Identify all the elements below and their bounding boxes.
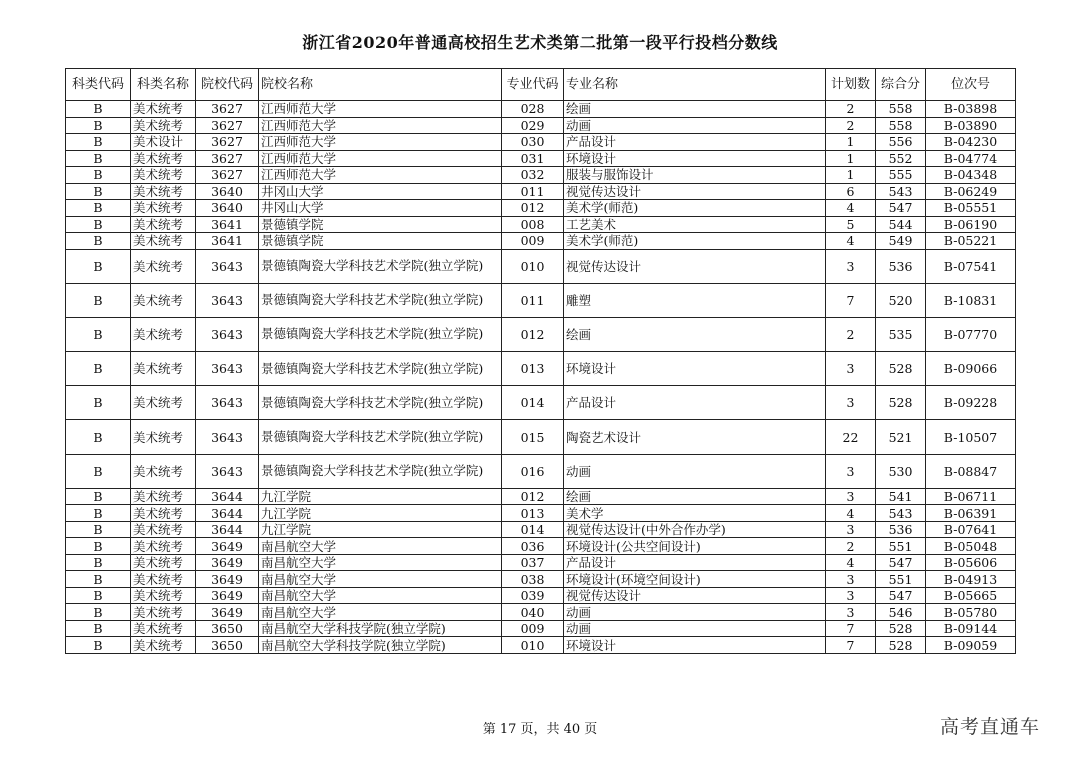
category-name-cell: 美术统考: [131, 637, 196, 654]
major-name-cell: 服装与服饰设计: [564, 167, 826, 184]
rank-cell: B-05048: [926, 538, 1016, 555]
table-row: [66, 352, 1016, 386]
school-code-cell: 3643: [196, 454, 259, 488]
school-name-cell: 江西师范大学: [259, 150, 502, 167]
score-cell: 536: [876, 249, 926, 283]
school-code-cell: 3644: [196, 505, 259, 522]
table-row: [66, 604, 1016, 621]
category-name-cell: 美术统考: [131, 200, 196, 217]
school-code-cell: 3641: [196, 233, 259, 250]
plan-count-cell: 3: [826, 488, 876, 505]
table-row: [66, 454, 1016, 488]
category-name-cell: 美术统考: [131, 101, 196, 118]
major-code-cell: 014: [502, 386, 564, 420]
major-code-cell: 012: [502, 200, 564, 217]
major-code-cell: 036: [502, 538, 564, 555]
score-cell: 558: [876, 101, 926, 118]
plan-count-cell: 2: [826, 317, 876, 351]
category-code-cell: B: [66, 150, 131, 167]
category-code-cell: B: [66, 604, 131, 621]
category-code-cell: B: [66, 587, 131, 604]
rank-cell: B-09228: [926, 386, 1016, 420]
major-name-cell: 动画: [564, 454, 826, 488]
school-name-cell: 南昌航空大学科技学院(独立学院): [259, 620, 502, 637]
plan-count-cell: 4: [826, 505, 876, 522]
table-row: [66, 571, 1016, 588]
score-cell: 549: [876, 233, 926, 250]
school-name-cell: 南昌航空大学: [259, 538, 502, 555]
rank-cell: B-05780: [926, 604, 1016, 621]
table-row: [66, 420, 1016, 454]
major-name-cell: 美术学(师范): [564, 233, 826, 250]
table-row: [66, 200, 1016, 217]
major-name-cell: 产品设计: [564, 386, 826, 420]
header-school-code: 院校代码: [196, 69, 259, 101]
score-cell: 521: [876, 420, 926, 454]
score-cell: 528: [876, 352, 926, 386]
school-name-cell: 江西师范大学: [259, 117, 502, 134]
category-name-cell: 美术统考: [131, 249, 196, 283]
plan-count-cell: 5: [826, 216, 876, 233]
plan-count-cell: 7: [826, 637, 876, 654]
rank-cell: B-06711: [926, 488, 1016, 505]
plan-count-cell: 7: [826, 283, 876, 317]
major-code-cell: 015: [502, 420, 564, 454]
major-name-cell: 环境设计(环境空间设计): [564, 571, 826, 588]
score-cell: 552: [876, 150, 926, 167]
school-name-cell: 九江学院: [259, 521, 502, 538]
category-code-cell: B: [66, 521, 131, 538]
school-code-cell: 3644: [196, 488, 259, 505]
school-code-cell: 3627: [196, 134, 259, 151]
plan-count-cell: 3: [826, 249, 876, 283]
table-row: [66, 637, 1016, 654]
major-code-cell: 031: [502, 150, 564, 167]
plan-count-cell: 3: [826, 571, 876, 588]
category-name-cell: 美术统考: [131, 386, 196, 420]
rank-cell: B-06190: [926, 216, 1016, 233]
plan-count-cell: 3: [826, 352, 876, 386]
school-name-cell: 九江学院: [259, 488, 502, 505]
plan-count-cell: 22: [826, 420, 876, 454]
school-code-cell: 3641: [196, 216, 259, 233]
category-code-cell: B: [66, 101, 131, 118]
school-name-cell: 景德镇陶瓷大学科技艺术学院(独立学院): [259, 420, 502, 454]
category-name-cell: 美术统考: [131, 317, 196, 351]
header-school-name: 院校名称: [259, 69, 502, 101]
school-name-cell: 景德镇陶瓷大学科技艺术学院(独立学院): [259, 454, 502, 488]
score-cell: 536: [876, 521, 926, 538]
rank-cell: B-07770: [926, 317, 1016, 351]
school-name-cell: 南昌航空大学: [259, 554, 502, 571]
major-code-cell: 012: [502, 317, 564, 351]
category-code-cell: B: [66, 352, 131, 386]
page-footer: 第 17 页，共 40 页: [482, 722, 598, 737]
major-name-cell: 动画: [564, 604, 826, 621]
major-name-cell: 环境设计: [564, 150, 826, 167]
rank-cell: B-06249: [926, 183, 1016, 200]
major-code-cell: 009: [502, 233, 564, 250]
table-row: [66, 386, 1016, 420]
rank-cell: B-10507: [926, 420, 1016, 454]
school-name-cell: 南昌航空大学: [259, 604, 502, 621]
school-code-cell: 3627: [196, 150, 259, 167]
score-cell: 543: [876, 505, 926, 522]
major-name-cell: 工艺美术: [564, 216, 826, 233]
header-category-code: 科类代码: [66, 69, 131, 101]
school-name-cell: 景德镇陶瓷大学科技艺术学院(独立学院): [259, 283, 502, 317]
school-name-cell: 南昌航空大学: [259, 571, 502, 588]
score-cell: 543: [876, 183, 926, 200]
school-code-cell: 3649: [196, 604, 259, 621]
table-row: [66, 283, 1016, 317]
school-name-cell: 景德镇陶瓷大学科技艺术学院(独立学院): [259, 317, 502, 351]
header-score: 综合分: [876, 69, 926, 101]
school-code-cell: 3649: [196, 587, 259, 604]
plan-count-cell: 2: [826, 101, 876, 118]
rank-cell: B-09144: [926, 620, 1016, 637]
school-code-cell: 3643: [196, 317, 259, 351]
rank-cell: B-08847: [926, 454, 1016, 488]
score-cell: 528: [876, 620, 926, 637]
major-name-cell: 视觉传达设计: [564, 587, 826, 604]
rank-cell: B-09066: [926, 352, 1016, 386]
plan-count-cell: 3: [826, 604, 876, 621]
table-row: [66, 183, 1016, 200]
major-name-cell: 美术学(师范): [564, 200, 826, 217]
table-row: [66, 317, 1016, 351]
category-name-cell: 美术统考: [131, 620, 196, 637]
school-name-cell: 景德镇学院: [259, 233, 502, 250]
category-code-cell: B: [66, 200, 131, 217]
category-code-cell: B: [66, 488, 131, 505]
major-name-cell: 绘画: [564, 101, 826, 118]
category-name-cell: 美术统考: [131, 117, 196, 134]
header-rank: 位次号: [926, 69, 1016, 101]
table-row: [66, 233, 1016, 250]
category-code-cell: B: [66, 505, 131, 522]
school-code-cell: 3640: [196, 183, 259, 200]
score-cell: 528: [876, 637, 926, 654]
major-name-cell: 环境设计(公共空间设计): [564, 538, 826, 555]
score-cell: 520: [876, 283, 926, 317]
category-name-cell: 美术统考: [131, 352, 196, 386]
major-code-cell: 009: [502, 620, 564, 637]
rank-cell: B-05551: [926, 200, 1016, 217]
table-row: [66, 488, 1016, 505]
major-name-cell: 视觉传达设计(中外合作办学): [564, 521, 826, 538]
school-code-cell: 3649: [196, 571, 259, 588]
school-code-cell: 3643: [196, 283, 259, 317]
category-code-cell: B: [66, 233, 131, 250]
category-name-cell: 美术设计: [131, 134, 196, 151]
school-name-cell: 江西师范大学: [259, 167, 502, 184]
category-code-cell: B: [66, 283, 131, 317]
category-code-cell: B: [66, 117, 131, 134]
rank-cell: B-05221: [926, 233, 1016, 250]
table-row: [66, 117, 1016, 134]
major-name-cell: 美术学: [564, 505, 826, 522]
rank-cell: B-10831: [926, 283, 1016, 317]
watermark: 高考直通车: [940, 716, 1041, 738]
school-code-cell: 3627: [196, 167, 259, 184]
major-name-cell: 环境设计: [564, 637, 826, 654]
plan-count-cell: 1: [826, 134, 876, 151]
rank-cell: B-07641: [926, 521, 1016, 538]
major-code-cell: 012: [502, 488, 564, 505]
category-name-cell: 美术统考: [131, 420, 196, 454]
table-row: [66, 620, 1016, 637]
major-code-cell: 030: [502, 134, 564, 151]
score-cell: 541: [876, 488, 926, 505]
page-title: 浙江省2020年普通高校招生艺术类第二批第一段平行投档分数线: [302, 33, 778, 52]
table-row: [66, 150, 1016, 167]
score-cell: 528: [876, 386, 926, 420]
major-name-cell: 动画: [564, 117, 826, 134]
rank-cell: B-04348: [926, 167, 1016, 184]
rank-cell: B-04774: [926, 150, 1016, 167]
major-code-cell: 037: [502, 554, 564, 571]
major-code-cell: 013: [502, 352, 564, 386]
school-code-cell: 3643: [196, 420, 259, 454]
table-row: [66, 249, 1016, 283]
plan-count-cell: 3: [826, 521, 876, 538]
plan-count-cell: 3: [826, 386, 876, 420]
category-name-cell: 美术统考: [131, 505, 196, 522]
major-code-cell: 010: [502, 249, 564, 283]
rank-cell: B-04230: [926, 134, 1016, 151]
plan-count-cell: 4: [826, 554, 876, 571]
table-row: [66, 505, 1016, 522]
school-code-cell: 3627: [196, 101, 259, 118]
major-name-cell: 绘画: [564, 488, 826, 505]
major-name-cell: 视觉传达设计: [564, 183, 826, 200]
school-name-cell: 南昌航空大学: [259, 587, 502, 604]
major-name-cell: 绘画: [564, 317, 826, 351]
category-code-cell: B: [66, 183, 131, 200]
category-name-cell: 美术统考: [131, 283, 196, 317]
major-name-cell: 环境设计: [564, 352, 826, 386]
category-name-cell: 美术统考: [131, 233, 196, 250]
category-name-cell: 美术统考: [131, 538, 196, 555]
major-name-cell: 产品设计: [564, 134, 826, 151]
category-code-cell: B: [66, 134, 131, 151]
score-cell: 544: [876, 216, 926, 233]
major-code-cell: 028: [502, 101, 564, 118]
score-cell: 547: [876, 200, 926, 217]
school-code-cell: 3644: [196, 521, 259, 538]
plan-count-cell: 1: [826, 167, 876, 184]
major-code-cell: 029: [502, 117, 564, 134]
score-cell: 530: [876, 454, 926, 488]
table-row: [66, 167, 1016, 184]
plan-count-cell: 7: [826, 620, 876, 637]
table-row: [66, 521, 1016, 538]
school-name-cell: 九江学院: [259, 505, 502, 522]
major-code-cell: 040: [502, 604, 564, 621]
category-code-cell: B: [66, 420, 131, 454]
major-code-cell: 013: [502, 505, 564, 522]
rank-cell: B-03898: [926, 101, 1016, 118]
school-code-cell: 3643: [196, 352, 259, 386]
major-name-cell: 陶瓷艺术设计: [564, 420, 826, 454]
table-row: [66, 538, 1016, 555]
major-name-cell: 产品设计: [564, 554, 826, 571]
header-category-name: 科类名称: [131, 69, 196, 101]
school-name-cell: 景德镇陶瓷大学科技艺术学院(独立学院): [259, 386, 502, 420]
category-code-cell: B: [66, 249, 131, 283]
category-name-cell: 美术统考: [131, 587, 196, 604]
table-row: [66, 101, 1016, 118]
score-cell: 547: [876, 587, 926, 604]
rank-cell: B-04913: [926, 571, 1016, 588]
category-name-cell: 美术统考: [131, 183, 196, 200]
plan-count-cell: 2: [826, 538, 876, 555]
plan-count-cell: 6: [826, 183, 876, 200]
rank-cell: B-09059: [926, 637, 1016, 654]
table-row: [66, 134, 1016, 151]
score-cell: 551: [876, 538, 926, 555]
table-row: [66, 554, 1016, 571]
score-cell: 546: [876, 604, 926, 621]
major-code-cell: 032: [502, 167, 564, 184]
category-code-cell: B: [66, 317, 131, 351]
category-code-cell: B: [66, 620, 131, 637]
header-plan-count: 计划数: [826, 69, 876, 101]
school-name-cell: 景德镇学院: [259, 216, 502, 233]
score-cell: 558: [876, 117, 926, 134]
school-code-cell: 3640: [196, 200, 259, 217]
score-cell: 535: [876, 317, 926, 351]
major-code-cell: 039: [502, 587, 564, 604]
school-code-cell: 3650: [196, 620, 259, 637]
score-table: [65, 68, 1016, 654]
category-name-cell: 美术统考: [131, 454, 196, 488]
plan-count-cell: 3: [826, 454, 876, 488]
school-name-cell: 景德镇陶瓷大学科技艺术学院(独立学院): [259, 249, 502, 283]
major-name-cell: 雕塑: [564, 283, 826, 317]
category-name-cell: 美术统考: [131, 521, 196, 538]
major-code-cell: 011: [502, 183, 564, 200]
category-name-cell: 美术统考: [131, 150, 196, 167]
category-code-cell: B: [66, 386, 131, 420]
rank-cell: B-05665: [926, 587, 1016, 604]
school-code-cell: 3649: [196, 538, 259, 555]
category-name-cell: 美术统考: [131, 604, 196, 621]
school-name-cell: 景德镇陶瓷大学科技艺术学院(独立学院): [259, 352, 502, 386]
school-name-cell: 井冈山大学: [259, 183, 502, 200]
category-name-cell: 美术统考: [131, 571, 196, 588]
plan-count-cell: 3: [826, 587, 876, 604]
major-code-cell: 016: [502, 454, 564, 488]
school-code-cell: 3649: [196, 554, 259, 571]
major-code-cell: 038: [502, 571, 564, 588]
table-row: [66, 216, 1016, 233]
school-code-cell: 3627: [196, 117, 259, 134]
table-header-row: [66, 69, 1016, 101]
category-code-cell: B: [66, 554, 131, 571]
rank-cell: B-06391: [926, 505, 1016, 522]
school-name-cell: 南昌航空大学科技学院(独立学院): [259, 637, 502, 654]
category-code-cell: B: [66, 454, 131, 488]
plan-count-cell: 4: [826, 233, 876, 250]
header-major-code: 专业代码: [502, 69, 564, 101]
school-code-cell: 3650: [196, 637, 259, 654]
category-name-cell: 美术统考: [131, 216, 196, 233]
school-code-cell: 3643: [196, 249, 259, 283]
category-name-cell: 美术统考: [131, 488, 196, 505]
major-code-cell: 010: [502, 637, 564, 654]
category-code-cell: B: [66, 637, 131, 654]
header-major-name: 专业名称: [564, 69, 826, 101]
rank-cell: B-03890: [926, 117, 1016, 134]
category-code-cell: B: [66, 216, 131, 233]
plan-count-cell: 2: [826, 117, 876, 134]
category-name-cell: 美术统考: [131, 554, 196, 571]
score-cell: 547: [876, 554, 926, 571]
score-cell: 555: [876, 167, 926, 184]
school-name-cell: 江西师范大学: [259, 101, 502, 118]
category-name-cell: 美术统考: [131, 167, 196, 184]
score-cell: 551: [876, 571, 926, 588]
table-row: [66, 587, 1016, 604]
category-code-cell: B: [66, 538, 131, 555]
rank-cell: B-07541: [926, 249, 1016, 283]
major-code-cell: 011: [502, 283, 564, 317]
rank-cell: B-05606: [926, 554, 1016, 571]
major-name-cell: 动画: [564, 620, 826, 637]
category-code-cell: B: [66, 167, 131, 184]
school-name-cell: 江西师范大学: [259, 134, 502, 151]
school-code-cell: 3643: [196, 386, 259, 420]
school-name-cell: 井冈山大学: [259, 200, 502, 217]
major-code-cell: 008: [502, 216, 564, 233]
major-code-cell: 014: [502, 521, 564, 538]
major-name-cell: 视觉传达设计: [564, 249, 826, 283]
category-code-cell: B: [66, 571, 131, 588]
score-cell: 556: [876, 134, 926, 151]
plan-count-cell: 4: [826, 200, 876, 217]
plan-count-cell: 1: [826, 150, 876, 167]
